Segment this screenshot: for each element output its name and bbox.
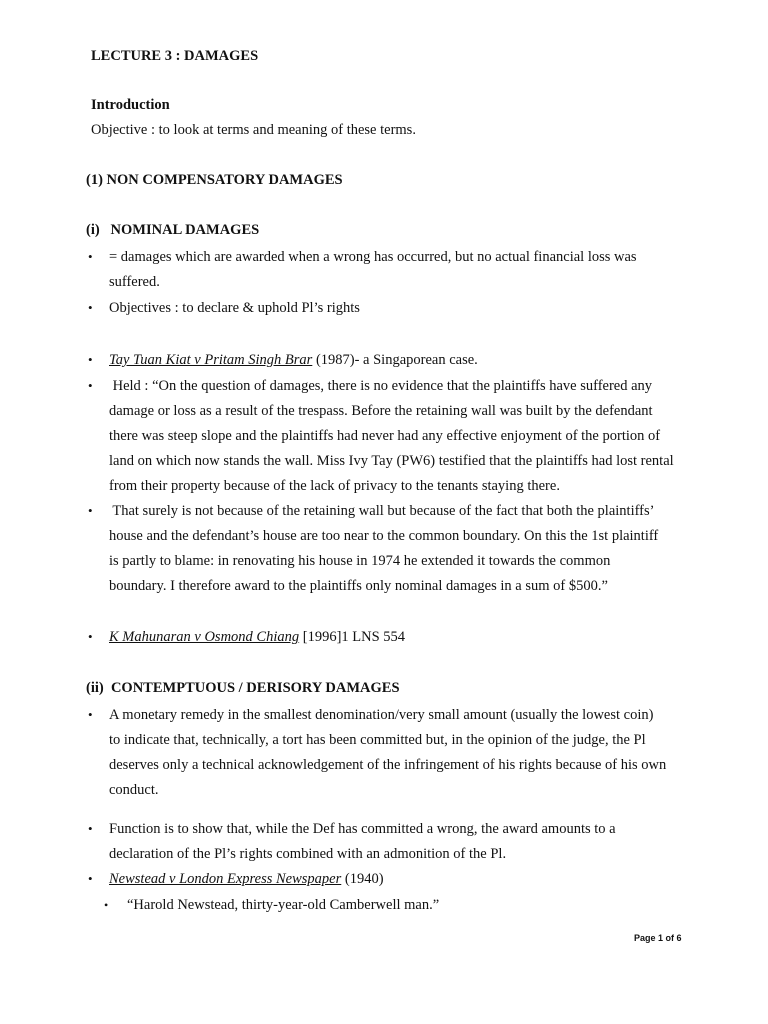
page-number: Page 1 of 6 bbox=[634, 933, 682, 943]
introduction-heading: Introduction bbox=[91, 97, 170, 113]
contemptuous-definition-line: A monetary remedy in the smallest denomination/very small amount (usually the lowest coin) bbox=[109, 707, 654, 723]
judgment-line: house and the defendant’s house are too near to the common boundary. On this the 1st plaintiff bbox=[109, 528, 659, 544]
bullet-icon: • bbox=[88, 629, 93, 644]
case-year: (1940) bbox=[341, 871, 384, 887]
case-name: Tay Tuan Kiat v Pritam Singh Brar bbox=[109, 352, 313, 368]
held-line: from their property because of the lack of privacy to the tenants staying there. bbox=[109, 478, 560, 494]
held-line: damage or loss as a result of the trespass. Before the retaining wall was built by the defendant bbox=[109, 403, 653, 419]
bullet-icon: • bbox=[88, 352, 93, 367]
held-line: there was steep slope and the plaintiffs had never had any effective enjoyment of the portion of bbox=[109, 428, 661, 444]
contemptuous-definition-line: deserves only a technical acknowledgement of the infringement of his rights because of his own bbox=[109, 757, 667, 773]
quote-text: “Harold Newstead, thirty-year-old Camberwell man.” bbox=[127, 897, 440, 913]
case-citation bbox=[109, 870, 384, 888]
case-name: Newstead v London Express Newspaper bbox=[109, 871, 342, 887]
held-line: land on which now stands the wall. Miss Ivy Tay (PW6) testified that the plaintiffs had lost rental bbox=[109, 453, 674, 469]
bullet-icon: • bbox=[88, 300, 93, 315]
contemptuous-definition-line: to indicate that, technically, a tort has been committed but, in the opinion of the judge, the Pl bbox=[109, 732, 646, 748]
contemptuous-definition-line: conduct. bbox=[109, 782, 159, 798]
bullet-icon: • bbox=[88, 871, 93, 886]
objective-text: Objective : to look at terms and meaning of these terms. bbox=[91, 122, 416, 138]
section-heading-non-compensatory: (1) NON COMPENSATORY DAMAGES bbox=[86, 172, 343, 188]
judgment-line: is partly to blame: in renovating his house in 1974 he extended it towards the common bbox=[109, 553, 611, 569]
nominal-objectives: Objectives : to declare & uphold Pl’s rights bbox=[109, 300, 360, 316]
nominal-definition-line: = damages which are awarded when a wrong has occurred, but no actual financial loss was bbox=[109, 249, 637, 265]
case-citation bbox=[109, 628, 405, 646]
nominal-damages-heading: (i) NOMINAL DAMAGES bbox=[86, 222, 260, 238]
lecture-title: LECTURE 3 : DAMAGES bbox=[91, 48, 259, 64]
judgment-line: That surely is not because of the retaining wall but because of the fact that both the plaintiffs’ bbox=[109, 503, 655, 519]
contemptuous-damages-heading: (ii) CONTEMPTUOUS / DERISORY DAMAGES bbox=[86, 680, 400, 696]
judgment-line: boundary. I therefore award to the plaintiffs only nominal damages in a sum of $500.” bbox=[109, 578, 608, 594]
sub-bullet-icon: • bbox=[104, 898, 109, 912]
function-line: declaration of the Pl’s rights combined with an admonition of the Pl. bbox=[109, 846, 507, 862]
nominal-definition-line: suffered. bbox=[109, 274, 160, 290]
function-line: Function is to show that, while the Def has committed a wrong, the award amounts to a bbox=[109, 821, 616, 837]
bullet-icon: • bbox=[88, 821, 93, 836]
case-name: K Mahunaran v Osmond Chiang bbox=[109, 629, 300, 645]
bullet-icon: • bbox=[88, 707, 93, 722]
bullet-icon: • bbox=[88, 249, 93, 264]
case-citation bbox=[109, 351, 478, 369]
held-line: Held : “On the question of damages, there is no evidence that the plaintiffs have suffered any bbox=[109, 378, 653, 394]
bullet-icon: • bbox=[88, 378, 93, 393]
bullet-icon: • bbox=[88, 503, 93, 518]
case-year: (1987)- a Singaporean case. bbox=[312, 352, 478, 368]
case-reference: [1996]1 LNS 554 bbox=[299, 629, 406, 645]
